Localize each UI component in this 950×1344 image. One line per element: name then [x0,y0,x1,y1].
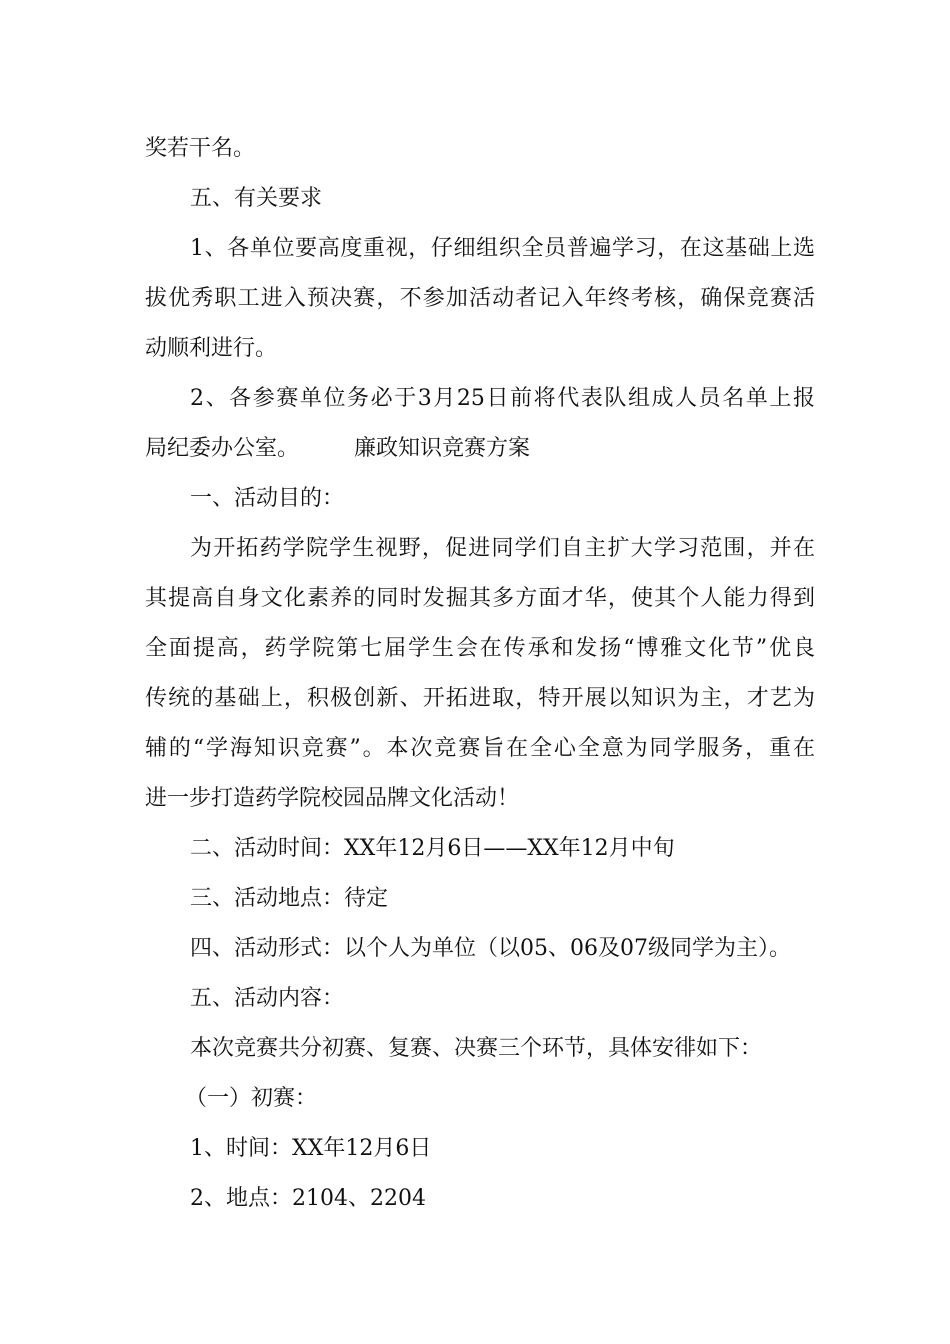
text-line-7: 局纪委办公室。 廉政知识竞赛方案 [145,436,531,461]
document-body [145,124,815,1224]
section-heading-location: 三、活动地点：待定 [190,886,389,911]
text-line-13: 辅的“学海知识竞赛”。本次竞赛旨在全心全意为同学服务，重在 [145,736,815,761]
section-heading-purpose: 一、活动目的： [190,486,345,511]
text-line-19: 本次竞赛共分初赛、复赛、决赛三个环节，具体安徘如下： [190,1036,763,1061]
text-line-11: 全面提高，药学院第七届学生会在传承和发扬“博雅文化节”优良 [145,636,815,661]
text-line-4: 拔优秀职工进入预决赛，不参加活动者记入年终考核，确保竞赛活 [145,286,815,311]
section-heading-format: 四、活动形式：以个人为单位（以05、06及07级同学为主）。 [190,936,791,961]
text-line-6: 2、各参赛单位务必于3月25日前将代表队组成人员名单上报 [190,386,815,411]
text-line-14: 进一步打造药学院校园品牌文化活动！ [145,786,520,811]
text-line-21: 1、时间：XX年12月6日 [190,1136,432,1161]
text-line-12: 传统的基础上，积极创新、开拓进取，特开展以知识为主，才艺为 [145,686,815,711]
text-line-22: 2、地点：2104、2204 [190,1186,426,1211]
section-heading-requirements: 五、有关要求 [190,186,323,211]
text-line-9: 为开拓药学院学生视野，促进同学们自主扩大学习范围，并在 [190,536,815,561]
text-line-5: 动顺利进行。 [145,336,278,361]
section-heading-content: 五、活动内容： [190,986,345,1011]
text-line-1: 奖若干名。 [145,136,256,161]
section-heading-time: 二、活动时间：XX年12月6日——XX年12月中旬 [190,836,675,861]
subsection-heading-preliminary: （一）初赛： [185,1086,318,1111]
text-line-3: 1、各单位要高度重视，仔细组织全员普遍学习，在这基础上选 [190,236,815,261]
text-line-10: 其提高自身文化素养的同时发掘其多方面才华，使其个人能力得到 [145,586,815,611]
